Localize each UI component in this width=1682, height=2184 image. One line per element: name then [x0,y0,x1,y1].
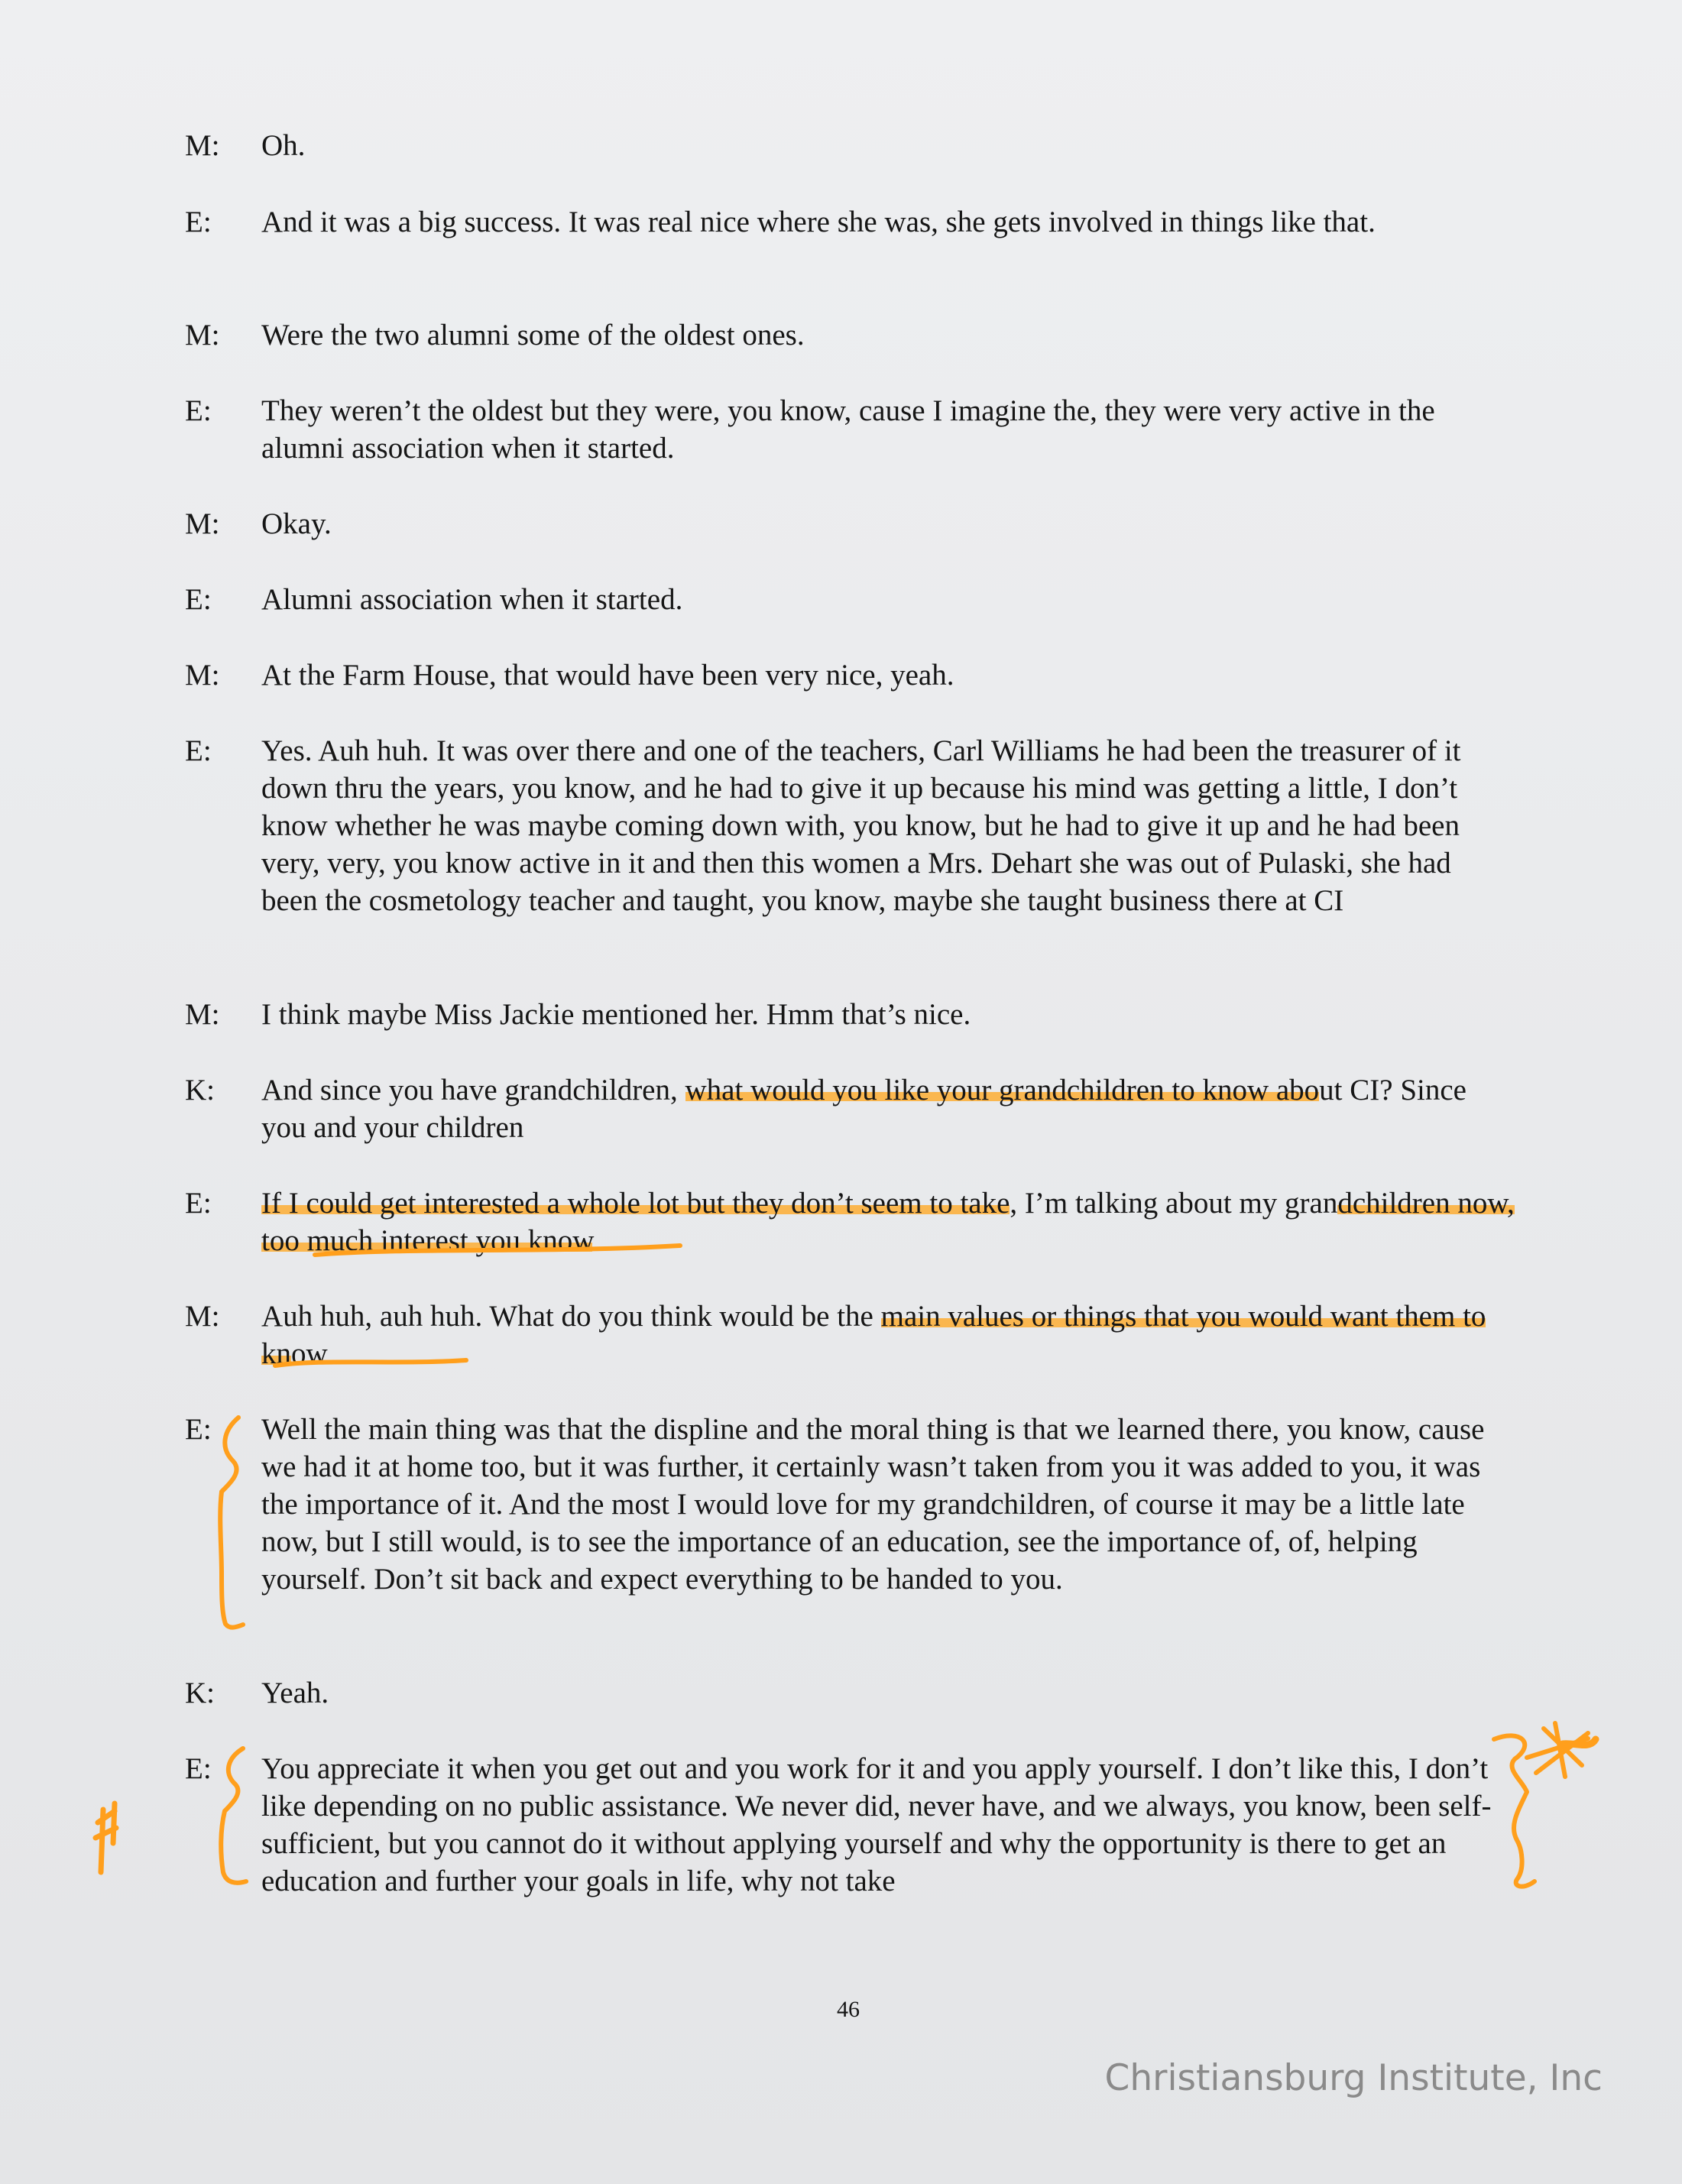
utterance-text: You appreciate it when you get out and you work for it and you apply yourself. I don’t like this, I don’t like depending on no public assistance. We never did, never have, and we always, you know, been self-sufficient, but you cannot do it without applying yourself and why the opportunity is there to get an education and further your goals in life, why not take [261,1752,1492,1897]
speaker-label: K: [185,1074,215,1107]
text-segment: ow. [291,1337,333,1370]
speaker-label: M: [185,129,220,162]
speaker-label: E: [185,734,212,767]
underline-mark [315,1246,680,1255]
speaker-label: E: [185,1752,212,1785]
speaker-label: K: [185,1677,215,1709]
star-mark [96,1803,116,1872]
bracket-mark [221,1748,246,1883]
utterance-text: Yeah. [261,1677,329,1709]
highlighted-text: dchildren now, too much interest you know [261,1187,1515,1257]
utterance-text: Well the main thing was that the displine and the moral thing is that we learned there, you know, cause we had it at home too, but it was further, it certainly wasn’t taken from you it was added to you, it was the importance of it. And the most I would love for my grandchildren, of course it may be a little late now, but I still would, is to see the importance of an education, see the importance of, of, helping yourself. Don’t sit back and expect everything to be handed to you. [261,1413,1485,1596]
utterance-text: Oh. [261,129,306,162]
utterance-text: They weren’t the oldest but they were, you know, cause I imagine the, they were very active in the alumni association when it started. [261,394,1435,465]
star-mark [1527,1723,1588,1777]
text-segment: Auh huh, auh huh. What do you think would be the [261,1300,881,1333]
utterance-text: Were the two alumni some of the oldest ones. [261,319,805,352]
text-segment: ut CI? Since you and your children [261,1074,1466,1144]
speaker-label: E: [185,206,212,238]
speaker-label: M: [185,1300,220,1333]
highlighted-text: main values or things that you would want them to kn [261,1300,1486,1370]
utterance-text: And it was a big success. It was real nice where she was, she gets involved in things like that. [261,206,1376,238]
utterance-text: At the Farm House, that would have been very nice, yeah. [261,659,954,692]
highlighted-text: what would you like your grandchildren to know abo [685,1074,1320,1107]
text-segment: And since you have grandchildren, [261,1074,685,1107]
speaker-label: E: [185,583,212,616]
speaker-label: E: [185,394,212,427]
utterance-text: I think maybe Miss Jackie mentioned her. Hmm that’s nice. [261,998,971,1031]
text-segment: , I’m talking about my gran [1010,1187,1338,1220]
utterance-text: Alumni association when it started. [261,583,683,616]
utterance-text: Yes. Auh huh. It was over there and one of the teachers, Carl Williams he had been the treasurer of it down thru the years, you know, and he had to give it up because his mind was getting a little, I don’t know whether he was maybe coming down with, you know, but he had to give it up and he had been very, very, you know active in it and then this women a Mrs. Dehart she was out of Pulaski, she had been the cosmetology teacher and taught, you know, maybe she taught business there at CI [261,734,1461,917]
text-segment: . [591,1224,600,1257]
page-number: 46 [837,1997,860,2022]
watermark: Christiansburg Institute, Inc [1104,2057,1603,2099]
speaker-label: E: [185,1187,212,1220]
speaker-label: M: [185,507,220,540]
speaker-label: M: [185,998,220,1031]
highlighted-text: If I could get interested a whole lot but they don’t seem to take [261,1187,1010,1220]
bracket-mark [220,1418,243,1628]
utterance-text: Okay. [261,507,332,540]
speaker-label: M: [185,319,220,352]
speaker-label: M: [185,659,220,692]
speaker-label: E: [185,1413,212,1446]
underline-mark [275,1360,466,1366]
